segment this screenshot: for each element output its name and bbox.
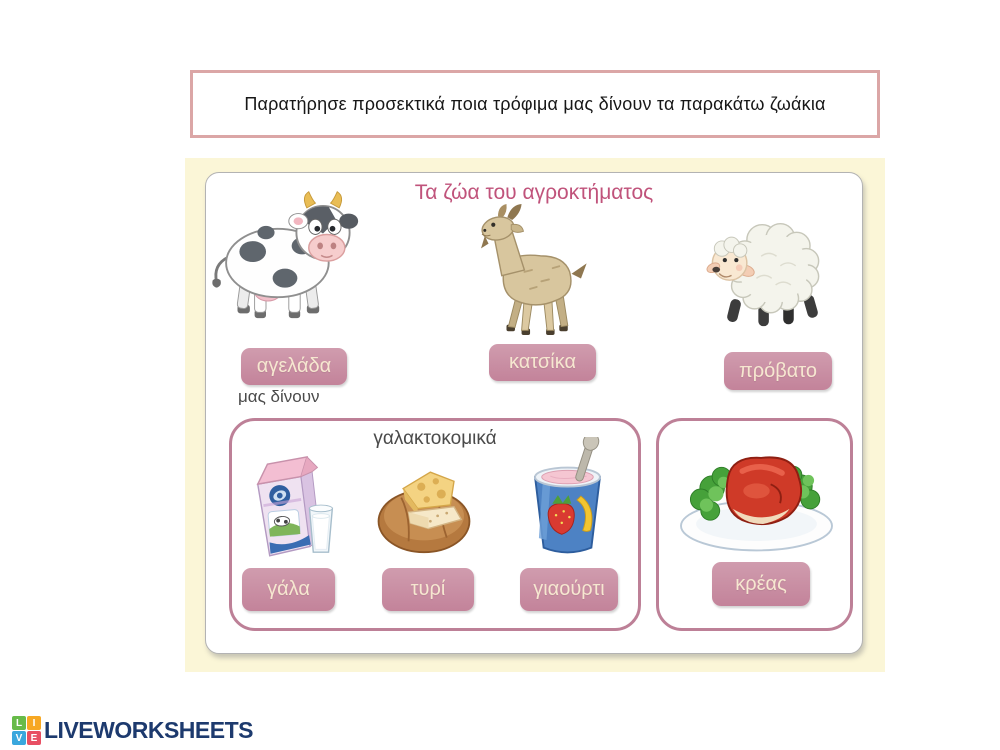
connector-text: μας δίνουν (238, 387, 320, 406)
answer-button-milk[interactable] (242, 568, 335, 611)
yogurt-image (519, 437, 616, 561)
meat-group-box (656, 418, 853, 631)
meat-image (674, 439, 839, 557)
panel-title: Τα ζώα του αγροκτήματος (414, 181, 654, 204)
answer-label: κρέας (735, 572, 787, 595)
answer-label: τυρί (410, 578, 446, 600)
answer-button-sheep[interactable] (724, 352, 832, 390)
milk-image (239, 449, 339, 563)
answer-label: κατσίκα (508, 351, 577, 373)
instruction-box (190, 70, 880, 138)
answer-button-meat[interactable] (712, 562, 810, 606)
answer-button-cheese[interactable] (382, 568, 474, 611)
answer-button-yogurt[interactable] (520, 568, 618, 611)
answer-label: πρόβατο (738, 359, 818, 382)
answer-button-cow[interactable] (241, 348, 347, 385)
answer-label: αγελάδα (256, 355, 332, 377)
cow-image (209, 186, 361, 339)
footer-logo[interactable] (12, 716, 253, 745)
logo-square-v: V (12, 731, 26, 745)
cheese-image (374, 459, 474, 559)
sheep-image (699, 213, 833, 333)
logo-square-i: I (27, 716, 41, 730)
goat-image (469, 204, 593, 336)
logo-square-e: E (27, 731, 41, 745)
answer-button-goat[interactable] (489, 344, 596, 381)
brand-name: LIVEWORKSHEETS (44, 717, 253, 743)
liveworksheets-logo-icon (12, 716, 41, 745)
worksheet-panel (205, 172, 863, 654)
instruction-text: Παρατήρησε προσεκτικά ποια τρόφιμα μας δίνουν τα παρακάτω ζωάκια (244, 93, 826, 114)
logo-square-l: L (12, 716, 26, 730)
answer-label: γάλα (267, 578, 310, 600)
dairy-group-box (229, 418, 641, 631)
answer-label: γιαούρτι (533, 578, 605, 600)
dairy-group-title: γαλακτοκομικά (373, 428, 497, 449)
